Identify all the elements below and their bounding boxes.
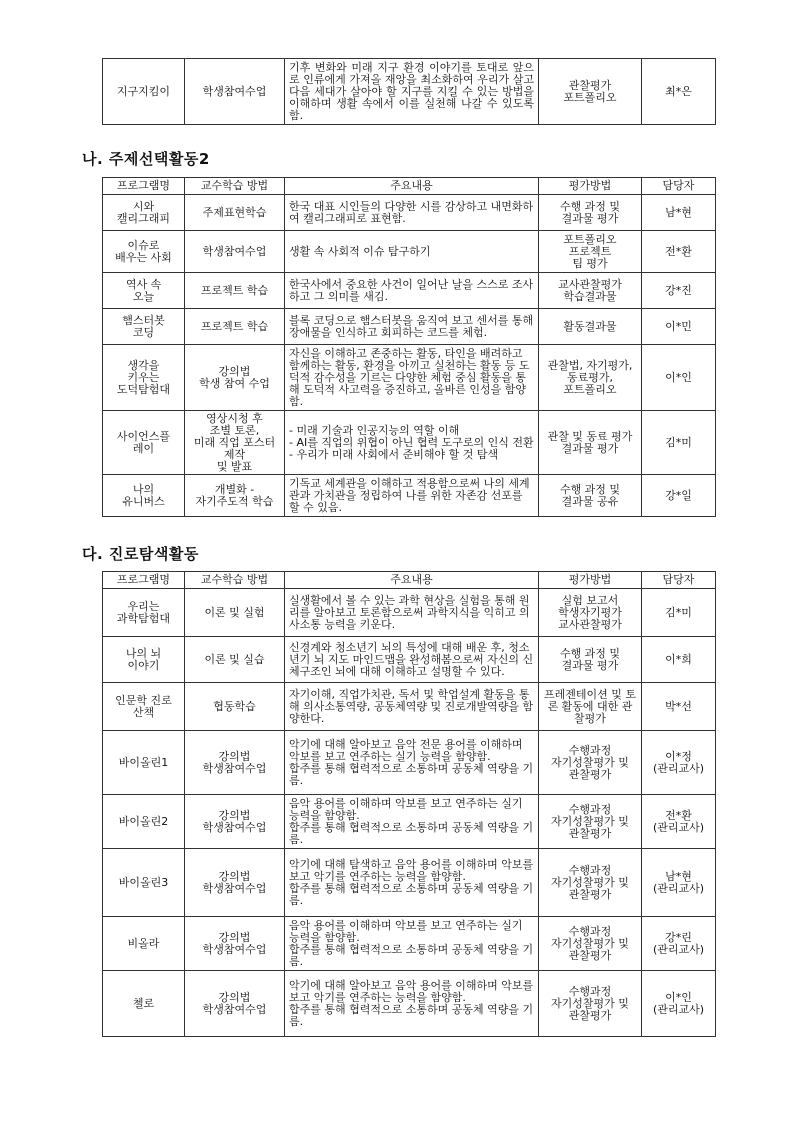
teaching-method	[185, 309, 285, 345]
teacher-name	[642, 917, 716, 971]
program-name-line: 첼로	[132, 996, 155, 1010]
program-name	[103, 589, 185, 637]
teacher-name: 최*은	[642, 59, 716, 125]
table-row	[103, 849, 716, 917]
teaching-method: 학생참여수업	[185, 59, 285, 125]
teaching-method-line: 및 발표	[216, 459, 253, 473]
evaluation-method-line: 결과물 평가	[561, 441, 619, 455]
program-name-line: 비올라	[127, 936, 160, 950]
teaching-method-line: 이론 및 실험	[204, 605, 265, 619]
teaching-method	[185, 683, 285, 731]
teacher-name-line: 박*선	[665, 699, 692, 713]
teacher-name-line: 전*환	[665, 244, 692, 258]
main-content	[285, 309, 539, 345]
main-content	[285, 849, 539, 917]
teacher-name	[642, 411, 716, 475]
table-row	[103, 683, 716, 731]
teacher-name	[642, 345, 716, 411]
main-content	[285, 231, 539, 273]
program-name-line: 햄스터봇	[122, 313, 165, 327]
program-name-line: 코딩	[132, 325, 155, 339]
program-name	[103, 683, 185, 731]
program-name-line: 생각을	[127, 358, 160, 372]
main-content-line: 악기에 대해 탐색하고 음악 용어를 이해하며 악보를 보고 악기를 연주하는 능력을 함양함.	[289, 857, 534, 883]
evaluation-method	[539, 231, 642, 273]
main-content-line: - 우리가 미래 사회에서 준비해야 할 것 탐색	[289, 447, 499, 461]
evaluation-method	[539, 917, 642, 971]
teacher-name-line: 남*현	[665, 869, 692, 883]
teacher-name-line: 이*인	[665, 370, 692, 384]
teacher-name	[642, 731, 716, 795]
evaluation-method	[539, 971, 642, 1037]
program-name-line: 나의	[132, 482, 155, 496]
teacher-name	[642, 971, 716, 1037]
header-content: 주요내용	[285, 572, 539, 589]
evaluation-method	[539, 683, 642, 731]
main-content	[285, 795, 539, 849]
main-content-line: 음악 용어를 이해하며 악보를 보고 연주하는 실기 능력을 함양함.	[289, 796, 523, 822]
table-row	[103, 345, 716, 411]
teacher-name-line: 김*미	[665, 605, 692, 619]
main-content-line: 자기이해, 직업가치관, 독서 및 학업설계 활동을 통해 의사소통역량, 공동체역량 및 진로개발역량을 함양한다.	[289, 687, 534, 725]
program-name-line: 바이올린2	[118, 814, 169, 828]
header-program: 프로그램명	[103, 572, 185, 589]
evaluation-method-line: 수행과정	[568, 743, 612, 757]
evaluation-method-line: 자기성찰평가 및	[551, 875, 629, 889]
main-content-line: 블록 코딩으로 햄스터봇을 움직여 보고 센서를 통해 장애물을 인식하고 회피하는 코드를 체험.	[289, 313, 534, 339]
teaching-method-line: 강의법	[218, 930, 251, 944]
table-row	[103, 231, 716, 273]
section-title-career: 다. 진로탐색활동	[82, 545, 199, 563]
teaching-method-line: 프로젝트 학습	[200, 319, 269, 333]
teaching-method-line: 제작	[223, 447, 246, 461]
teacher-name	[642, 231, 716, 273]
evaluation-method-line: 자기성찰평가 및	[551, 755, 629, 769]
program-name	[103, 231, 185, 273]
program-name	[103, 637, 185, 683]
program-name-line: 배우는 사회	[115, 250, 172, 264]
header-teacher: 담당자	[642, 178, 716, 195]
header-method: 교수학습 방법	[185, 572, 285, 589]
teaching-method-line: 강의법	[218, 990, 251, 1004]
teacher-name-line: 이*정	[665, 749, 692, 763]
teaching-method-line: 개별화 -	[214, 482, 255, 496]
main-content-line: 악기에 대해 알아보고 음악 전문 용어를 이해하며 악보를 보고 연주하는 실기 능력을 함양함.	[289, 737, 523, 763]
teaching-method	[185, 731, 285, 795]
teaching-method	[185, 475, 285, 517]
evaluation-line: 관찰평가	[568, 78, 612, 92]
evaluation-method-line: 자기성찰평가 및	[551, 814, 629, 828]
teaching-method	[185, 795, 285, 849]
main-content	[285, 731, 539, 795]
evaluation-method-line: 팀 평가	[572, 256, 608, 270]
main-content-line: 합주를 통해 협력적으로 소통하며 공동체 역량을 기름.	[289, 1002, 534, 1028]
header-method: 교수학습 방법	[185, 178, 285, 195]
evaluation-method-line: 결과물 평가	[561, 658, 619, 672]
evaluation-method	[539, 195, 642, 231]
table-row	[103, 589, 716, 637]
program-name-line: 이야기	[127, 658, 160, 672]
evaluation-method-line: 학생자기평가	[558, 605, 622, 619]
teacher-name-line: 김*미	[665, 435, 692, 449]
teaching-method-line: 강의법	[218, 869, 251, 883]
program-name: 지구지킴이	[103, 59, 185, 125]
evaluation-method	[539, 637, 642, 683]
evaluation-method-line: 포트폴리오	[563, 382, 617, 396]
evaluation-method-line: 관찰평가	[568, 1008, 612, 1022]
career-activity-table	[102, 571, 716, 1037]
teacher-name	[642, 195, 716, 231]
evaluation-method	[539, 589, 642, 637]
program-name	[103, 273, 185, 309]
teaching-method	[185, 589, 285, 637]
program-name-line: 바이올린1	[118, 755, 169, 769]
evaluation-method-line: 관찰평가	[568, 767, 612, 781]
program-name-line: 바이올린3	[118, 875, 169, 889]
teaching-method	[185, 195, 285, 231]
teaching-method-line: 학생참여수업	[202, 244, 267, 258]
main-content: 기후 변화와 미래 지구 환경 이야기를 토대로 앞으로 인류에게 가져올 재앙을 최소화하여 우리가 살고 다음 세대가 살아야 할 지구를 지킬 수 있는 방법을 이해하며 생활 속에서 이를 실천해 나갈 수 있도록 함.	[285, 59, 539, 125]
program-name	[103, 971, 185, 1037]
teacher-name-line: 이*희	[665, 652, 692, 666]
teacher-name-line: 강*일	[665, 488, 692, 502]
program-name-line: 사이언스플	[116, 429, 171, 443]
teaching-method	[185, 345, 285, 411]
program-name-line: 우리는	[127, 599, 160, 613]
main-content-line: 생활 속 사회적 이슈 탐구하기	[289, 244, 431, 258]
program-name-line: 키우는	[127, 370, 160, 384]
teaching-method	[185, 273, 285, 309]
header-eval: 평가방법	[539, 178, 642, 195]
main-content-line: 기독교 세계관을 이해하고 적용함으로써 나의 세계관과 가치관을 정립하여 나를 위한 자존감 선포를 할 수 있음.	[289, 476, 530, 514]
evaluation-method-line: 관찰 및 동료 평가	[547, 429, 633, 443]
teacher-name-line: 강*린	[665, 930, 692, 944]
table-row	[103, 475, 716, 517]
program-name	[103, 345, 185, 411]
theme-activity-table	[102, 177, 716, 517]
program-name	[103, 795, 185, 849]
evaluation-method	[539, 309, 642, 345]
teaching-method-line: 조별 토론,	[209, 423, 260, 437]
program-name-line: 과학탐험대	[116, 611, 171, 625]
evaluation-method-line: 수행과정	[568, 802, 612, 816]
section-title-theme: 나. 주제선택활동2	[82, 150, 210, 168]
evaluation-method-line: 관찰평가	[568, 826, 612, 840]
program-name-line: 역사 속	[125, 277, 162, 291]
evaluation-method-line: 수행과정	[568, 863, 612, 877]
teacher-name	[642, 637, 716, 683]
teaching-method	[185, 231, 285, 273]
evaluation-method-line: 포트폴리오	[563, 232, 617, 246]
evaluation-method-line: 결과물 공유	[561, 494, 619, 508]
main-content	[285, 475, 539, 517]
program-name-line: 유니버스	[122, 494, 165, 508]
teaching-method-line: 강의법	[218, 364, 251, 378]
main-content	[285, 683, 539, 731]
program-name-line: 산책	[132, 705, 155, 719]
teacher-name-line: 전*환	[665, 808, 692, 822]
evaluation-method-line: 프레젠테이션 및 토론 활동에 대한 관찰평가	[543, 687, 636, 725]
evaluation-method	[539, 731, 642, 795]
program-name-line: 도덕탐험대	[116, 382, 171, 396]
teacher-name-line: 남*현	[665, 205, 692, 219]
table-row	[103, 731, 716, 795]
teaching-method-line: 학생참여수업	[202, 1002, 267, 1016]
teacher-name-line: (관리교사)	[652, 820, 705, 834]
teaching-method-line: 학생참여수업	[202, 881, 267, 895]
teacher-name	[642, 683, 716, 731]
teacher-name	[642, 795, 716, 849]
teacher-name-line: 강*진	[665, 283, 692, 297]
program-name	[103, 195, 185, 231]
evaluation-method	[539, 475, 642, 517]
main-content-line: 자신을 이해하고 존중하는 활동, 타인을 배려하고 함께하는 활동, 환경을 아끼고 실천하는 활동 등 도덕적 감수성을 기르는 다양한 체험 중심 활동을 통해 도덕적 사고력을 증진하고, 올바른 인성을 함양함.	[289, 346, 530, 408]
evaluation-method	[539, 795, 642, 849]
teacher-name-line: (관리교사)	[652, 761, 705, 775]
teaching-method-line: 자기주도적 학습	[195, 494, 274, 508]
evaluation-method	[539, 59, 642, 125]
teacher-name-line: 이*민	[665, 319, 692, 333]
evaluation-method-line: 프로젝트	[568, 244, 612, 258]
teaching-method-line: 영상시청 후	[206, 411, 263, 425]
program-name-line: 오늘	[132, 289, 155, 303]
program-name	[103, 731, 185, 795]
evaluation-method-line: 자기성찰평가 및	[551, 936, 629, 950]
evaluation-method-line: 학습결과물	[563, 289, 617, 303]
program-name	[103, 309, 185, 345]
evaluation-method-line: 자기성찰평가 및	[551, 996, 629, 1010]
main-content	[285, 971, 539, 1037]
teaching-method	[185, 971, 285, 1037]
main-content-line: 신경계와 청소년기 뇌의 특성에 대해 배운 후, 청소년기 뇌 지도 마인드맵을 완성해봄으로써 자신의 신체구조인 뇌에 대해 이해하고 설명할 수 있다.	[289, 640, 534, 678]
teaching-method	[185, 917, 285, 971]
teacher-name	[642, 849, 716, 917]
teaching-method-line: 프로젝트 학습	[200, 283, 269, 297]
table-row	[103, 411, 716, 475]
main-content	[285, 411, 539, 475]
teacher-name	[642, 475, 716, 517]
evaluation-method-line: 실험 보고서	[561, 593, 619, 607]
teaching-method-line: 미래 직업 포스터	[193, 435, 276, 449]
program-name-line: 나의 뇌	[125, 646, 162, 660]
table-row	[103, 795, 716, 849]
teaching-method-line: 강의법	[218, 808, 251, 822]
teacher-name	[642, 309, 716, 345]
main-content	[285, 273, 539, 309]
teacher-name-line: (관리교사)	[652, 1002, 705, 1016]
teaching-method-line: 학생참여수업	[202, 942, 267, 956]
top-program-table	[102, 58, 716, 125]
program-name-line: 레이	[132, 441, 155, 455]
main-content-line: 음악 용어를 이해하며 악보를 보고 연주하는 실기 능력을 함양함.	[289, 918, 523, 944]
teacher-name-line: 이*인	[665, 990, 692, 1004]
table-row	[103, 273, 716, 309]
main-content-line: 실생활에서 볼 수 있는 과학 현상을 실험을 통해 원리를 알아보고 토론함으로써 과학지식을 익히고 의사소통 능력을 키운다.	[289, 593, 530, 631]
main-content-line: 악기에 대해 알아보고 음악 용어를 이해하며 악보를 보고 악기를 연주하는 능력을 함양함.	[289, 978, 534, 1004]
table-row	[103, 637, 716, 683]
teaching-method-line: 학생 참여 수업	[199, 376, 270, 390]
teacher-name-line: (관리교사)	[652, 942, 705, 956]
table-row	[103, 195, 716, 231]
evaluation-method-line: 수행 과정 및	[559, 646, 621, 660]
evaluation-method-line: 관찰법, 자기평가,	[547, 358, 633, 372]
main-content-line: 한국사에서 중요한 사건이 일어난 날을 스스로 조사하고 그 의미를 새김.	[289, 277, 534, 303]
header-program: 프로그램명	[103, 178, 185, 195]
table-row	[103, 309, 716, 345]
evaluation-method	[539, 273, 642, 309]
evaluation-method-line: 결과물 평가	[561, 211, 619, 225]
program-name-line: 캘리그래피	[116, 211, 171, 225]
teaching-method-line: 학생참여수업	[202, 820, 267, 834]
header-eval: 평가방법	[539, 572, 642, 589]
main-content-line: 합주를 통해 협력적으로 소통하며 공동체 역량을 기름.	[289, 942, 534, 968]
teaching-method	[185, 849, 285, 917]
table-row	[103, 917, 716, 971]
evaluation-method-line: 교사관찰평가	[558, 277, 622, 291]
main-content	[285, 345, 539, 411]
teacher-name-line: (관리교사)	[652, 881, 705, 895]
main-content	[285, 637, 539, 683]
evaluation-method-line: 수행과정	[568, 924, 612, 938]
program-name-line: 인문학 진로	[115, 693, 172, 707]
teaching-method-line: 학생참여수업	[202, 761, 267, 775]
main-content	[285, 917, 539, 971]
evaluation-method-line: 수행 과정 및	[559, 482, 621, 496]
teaching-method	[185, 637, 285, 683]
main-content-line: 합주를 통해 협력적으로 소통하며 공동체 역량을 기름.	[289, 881, 534, 907]
program-name	[103, 849, 185, 917]
evaluation-method-line: 활동결과물	[563, 319, 617, 333]
header-content: 주요내용	[285, 178, 539, 195]
table-row	[103, 971, 716, 1037]
evaluation-line: 포트폴리오	[563, 90, 617, 104]
main-content-line: 합주를 통해 협력적으로 소통하며 공동체 역량을 기름.	[289, 761, 534, 787]
teaching-method-line: 협동학습	[213, 699, 256, 713]
evaluation-method-line: 수행 과정 및	[559, 199, 621, 213]
main-content	[285, 589, 539, 637]
program-name-line: 시와	[132, 199, 155, 213]
program-name	[103, 917, 185, 971]
table-row	[103, 59, 716, 125]
teaching-method-line: 주제표현학습	[202, 205, 267, 219]
evaluation-method	[539, 345, 642, 411]
table-header-row	[103, 178, 716, 195]
evaluation-method-line: 수행과정	[568, 984, 612, 998]
program-name	[103, 411, 185, 475]
teaching-method-line: 강의법	[218, 749, 251, 763]
teaching-method-line: 이론 및 실습	[204, 652, 265, 666]
main-content-line: - 미래 기술과 인공지능의 역할 이해	[289, 423, 460, 437]
program-name	[103, 475, 185, 517]
main-content-line: 합주를 통해 협력적으로 소통하며 공동체 역량을 기름.	[289, 820, 534, 846]
main-content	[285, 195, 539, 231]
program-name-line: 이슈로	[127, 238, 160, 252]
evaluation-method	[539, 849, 642, 917]
header-teacher: 담당자	[642, 572, 716, 589]
main-content-line: - AI를 직업의 위협이 아닌 협력 도구로의 인식 전환	[289, 435, 534, 449]
main-content-line: 한국 대표 시인들의 다양한 시를 감상하고 내면화하여 캘리그래피로 표현함.	[289, 199, 534, 225]
evaluation-method-line: 교사관찰평가	[558, 617, 622, 631]
evaluation-method-line: 관찰평가	[568, 948, 612, 962]
table-header-row	[103, 572, 716, 589]
teacher-name	[642, 589, 716, 637]
evaluation-method	[539, 411, 642, 475]
teacher-name	[642, 273, 716, 309]
evaluation-method-line: 관찰평가	[568, 887, 612, 901]
evaluation-method-line: 동료평가,	[566, 370, 613, 384]
teaching-method	[185, 411, 285, 475]
